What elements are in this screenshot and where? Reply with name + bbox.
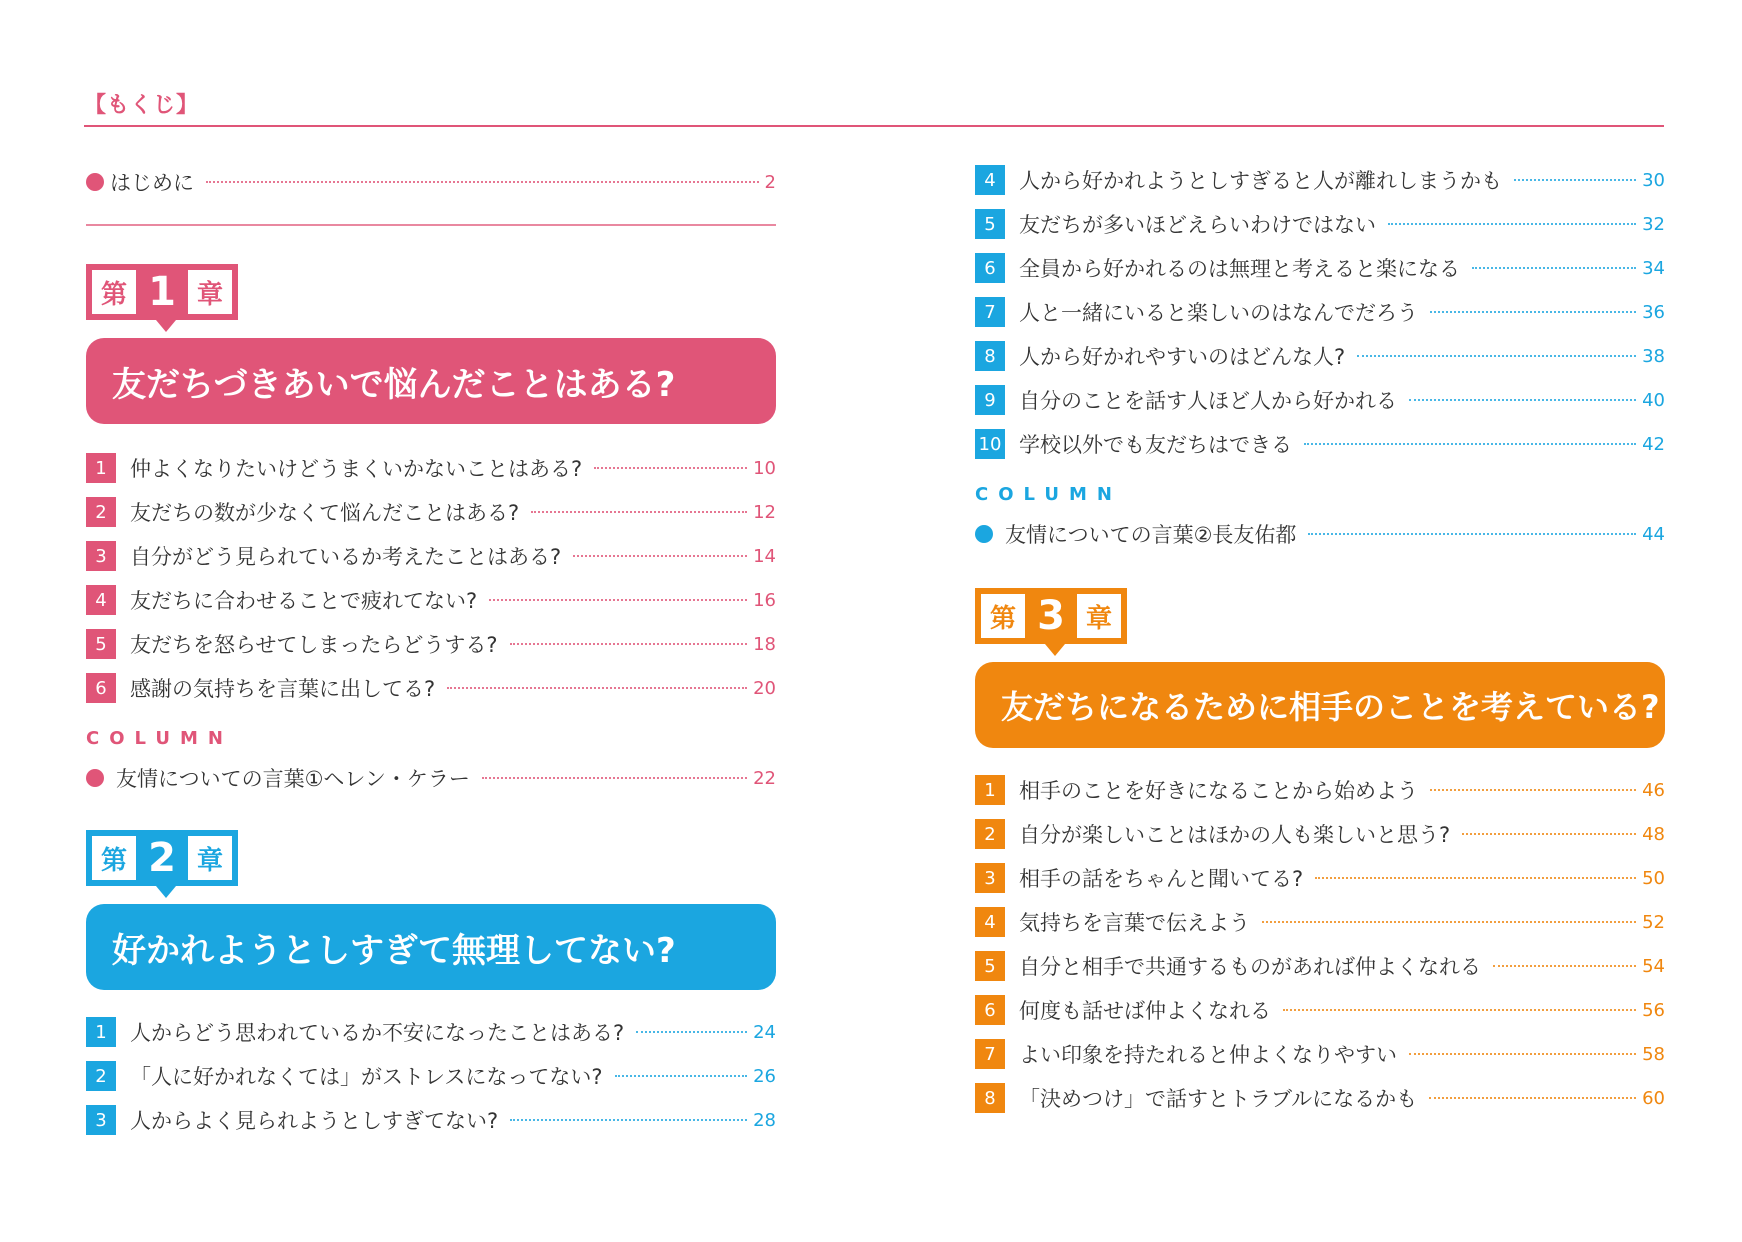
dot-leader (206, 181, 759, 183)
entry-number: 7 (975, 297, 1005, 327)
toc-entry[interactable] (975, 164, 1665, 196)
entry-number: 7 (975, 1039, 1005, 1069)
entry-number: 6 (975, 995, 1005, 1025)
entry-number: 4 (86, 585, 116, 615)
bullet-icon (975, 525, 993, 543)
intro-label: はじめに (110, 171, 194, 195)
chapter-number: 3 (1037, 593, 1065, 639)
dot-leader (1308, 533, 1636, 535)
page-number: 32 (1642, 213, 1665, 235)
chapter2-badge (86, 830, 238, 886)
bullet-icon (86, 769, 104, 787)
page-number: 42 (1642, 433, 1665, 455)
toc-entry[interactable] (86, 584, 776, 616)
page-number: 56 (1642, 999, 1665, 1021)
dot-leader (1409, 399, 1636, 401)
page-number: 44 (1642, 523, 1665, 545)
entry-title: 自分のことを話す人ほど人から好かれる (1019, 389, 1397, 413)
entry-title: よい印象を持たれると仲よくなりやすい (1019, 1043, 1397, 1067)
chapter-number: 2 (148, 835, 176, 881)
entry-number: 6 (975, 253, 1005, 283)
page-number: 16 (753, 589, 776, 611)
entry-title: 全員から好かれるのは無理と考えると楽になる (1019, 257, 1460, 281)
entry-title: 「決めつけ」で話すとトラブルになるかも (1019, 1087, 1418, 1111)
entry-title: 友だちに合わせることで疲れてない? (130, 589, 478, 613)
entry-number: 1 (86, 1017, 116, 1047)
entry-number: 1 (86, 453, 116, 483)
dot-leader (447, 687, 747, 689)
chapter1-badge (86, 264, 238, 320)
page-number: 40 (1642, 389, 1665, 411)
entry-number: 9 (975, 385, 1005, 415)
entry-title: 「人に好かれなくては」がストレスになってない? (130, 1065, 603, 1089)
entry-title: 感謝の気持ちを言葉に出してる? (130, 677, 436, 701)
page-number: 54 (1642, 955, 1665, 977)
entry-number: 2 (86, 1061, 116, 1091)
bullet-icon (86, 173, 104, 191)
chapter-prefix: 第 (92, 270, 136, 314)
entry-title: 人からどう思われているか不安になったことはある? (130, 1021, 625, 1045)
entry-number: 2 (86, 497, 116, 527)
page-number: 60 (1642, 1087, 1665, 1109)
page-number: 58 (1642, 1043, 1665, 1065)
entry-title: 自分と相手で共通するものがあれば仲よくなれる (1019, 955, 1481, 979)
dot-leader (1462, 833, 1636, 835)
dot-leader (1357, 355, 1636, 357)
chapter-number: 1 (148, 269, 176, 315)
entry-title: 学校以外でも友だちはできる (1019, 433, 1292, 457)
chapter-suffix: 章 (188, 270, 232, 314)
dot-leader (1472, 267, 1636, 269)
entry-title: 相手の話をちゃんと聞いてる? (1019, 867, 1304, 891)
entry-number: 10 (975, 429, 1005, 459)
badge-pointer (1045, 644, 1065, 656)
page-number: 12 (753, 501, 776, 523)
chapter3-badge (975, 588, 1127, 644)
dot-leader (482, 777, 747, 779)
page-title: 【もくじ】 (84, 93, 200, 118)
toc-entry[interactable] (86, 672, 776, 704)
dot-leader (594, 467, 747, 469)
entry-title: 自分が楽しいことはほかの人も楽しいと思う? (1019, 823, 1451, 847)
page-number: 24 (753, 1021, 776, 1043)
entry-title: 人と一緒にいると楽しいのはなんでだろう (1019, 301, 1418, 325)
column-label: COLUMN (975, 484, 1122, 505)
entry-number: 8 (975, 1083, 1005, 1113)
page-number: 26 (753, 1065, 776, 1087)
entry-title: 人からよく見られようとしすぎてない? (130, 1109, 499, 1133)
badge-pointer (156, 886, 176, 898)
entry-number: 8 (975, 341, 1005, 371)
page-number: 10 (753, 457, 776, 479)
entry-title: 何度も話せば仲よくなれる (1019, 999, 1271, 1023)
toc-entry[interactable] (975, 1038, 1665, 1070)
dot-leader (1514, 179, 1636, 181)
toc-entry[interactable] (86, 628, 776, 660)
dot-leader (1315, 877, 1636, 879)
entry-number: 1 (975, 775, 1005, 805)
entry-number: 4 (975, 907, 1005, 937)
entry-number: 2 (975, 819, 1005, 849)
page-number: 50 (1642, 867, 1665, 889)
page-number: 20 (753, 677, 776, 699)
toc-entry[interactable] (86, 496, 776, 528)
dot-leader (573, 555, 747, 557)
chapter-prefix: 第 (92, 836, 136, 880)
dot-leader (531, 511, 747, 513)
dot-leader (1283, 1009, 1636, 1011)
entry-title: 友だちの数が少なくて悩んだことはある? (130, 501, 520, 525)
dot-leader (510, 643, 748, 645)
entry-number: 6 (86, 673, 116, 703)
dot-leader (1430, 789, 1636, 791)
chapter2-title: 好かれようとしすぎて無理してない? (86, 904, 776, 990)
dot-leader (615, 1075, 748, 1077)
entry-title: 友情についての言葉①ヘレン・ケラー (116, 767, 470, 791)
chapter3-title: 友だちになるために相手のことを考えている? (975, 662, 1665, 748)
dot-leader (510, 1119, 747, 1121)
dot-leader (489, 599, 747, 601)
toc-entry[interactable] (975, 950, 1665, 982)
page-number: 2 (764, 171, 776, 193)
badge-pointer (156, 320, 176, 332)
dot-leader (1388, 223, 1636, 225)
toc-entry[interactable] (975, 208, 1665, 240)
entry-number: 5 (975, 209, 1005, 239)
entry-number: 5 (975, 951, 1005, 981)
column-entry[interactable] (975, 518, 1665, 550)
header-rule (84, 125, 1664, 127)
entry-title: 人から好かれようとしすぎると人が離れしまうかも (1019, 169, 1502, 193)
entry-number: 3 (975, 863, 1005, 893)
entry-title: 気持ちを言葉で伝えよう (1019, 911, 1250, 935)
toc-entry[interactable] (86, 1104, 776, 1136)
page-number: 30 (1642, 169, 1665, 191)
chapter-suffix: 章 (188, 836, 232, 880)
toc-entry[interactable] (86, 452, 776, 484)
column-label: COLUMN (86, 728, 233, 749)
page-number: 14 (753, 545, 776, 567)
entry-number: 3 (86, 541, 116, 571)
chapter-prefix: 第 (981, 594, 1025, 638)
column-entry[interactable] (86, 762, 776, 794)
dot-leader (1429, 1097, 1636, 1099)
entry-title: 友だちを怒らせてしまったらどうする? (130, 633, 498, 657)
page-number: 36 (1642, 301, 1665, 323)
section-divider (86, 224, 776, 226)
entry-number: 5 (86, 629, 116, 659)
toc-entry[interactable] (86, 1016, 776, 1048)
toc-entry[interactable] (975, 818, 1665, 850)
dot-leader (1262, 921, 1636, 923)
page-number: 28 (753, 1109, 776, 1131)
dot-leader (1493, 965, 1636, 967)
toc-entry[interactable] (975, 296, 1665, 328)
entry-title: 友情についての言葉②長友佑都 (1005, 523, 1297, 547)
page-number: 38 (1642, 345, 1665, 367)
toc-entry[interactable] (975, 252, 1665, 284)
toc-entry[interactable] (86, 1060, 776, 1092)
page-number: 22 (753, 767, 776, 789)
entry-title: 人から好かれやすいのはどんな人? (1019, 345, 1346, 369)
toc-entry[interactable] (975, 862, 1665, 894)
dot-leader (1430, 311, 1636, 313)
entry-number: 4 (975, 165, 1005, 195)
entry-title: 自分がどう見られているか考えたことはある? (130, 545, 562, 569)
toc-entry[interactable] (975, 428, 1665, 460)
intro-entry[interactable] (86, 166, 776, 198)
dot-leader (1304, 443, 1636, 445)
dot-leader (1409, 1053, 1636, 1055)
dot-leader (636, 1031, 747, 1033)
toc-entry[interactable] (975, 1082, 1665, 1114)
page-number: 46 (1642, 779, 1665, 801)
toc-entry[interactable] (975, 340, 1665, 372)
entry-title: 相手のことを好きになることから始めよう (1019, 779, 1418, 803)
toc-entry[interactable] (975, 994, 1665, 1026)
page-number: 52 (1642, 911, 1665, 933)
toc-entry[interactable] (86, 540, 776, 572)
chapter-suffix: 章 (1077, 594, 1121, 638)
toc-entry[interactable] (975, 384, 1665, 416)
chapter1-title: 友だちづきあいで悩んだことはある? (86, 338, 776, 424)
entry-number: 3 (86, 1105, 116, 1135)
page-number: 34 (1642, 257, 1665, 279)
toc-entry[interactable] (975, 906, 1665, 938)
page-number: 48 (1642, 823, 1665, 845)
toc-entry[interactable] (975, 774, 1665, 806)
entry-title: 仲よくなりたいけどうまくいかないことはある? (130, 457, 583, 481)
entry-title: 友だちが多いほどえらいわけではない (1019, 213, 1376, 237)
page-number: 18 (753, 633, 776, 655)
